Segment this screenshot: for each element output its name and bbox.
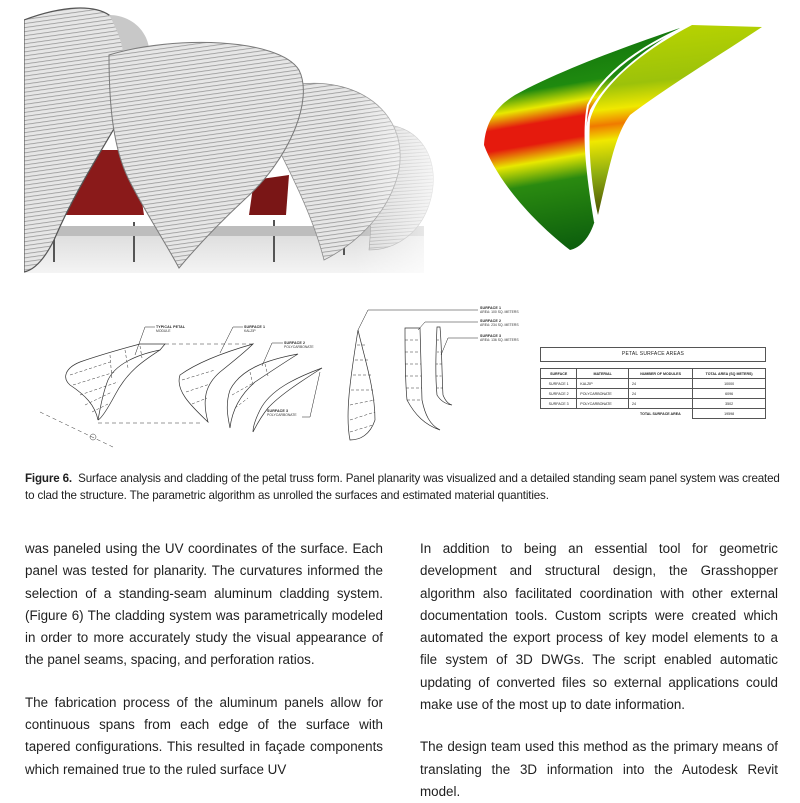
label-unrolled-surface-3: SURFACE 3 [480, 334, 502, 338]
total-surface-area-label: TOTAL SURFACE AREA [639, 411, 681, 416]
cell-modules: 24 [628, 379, 692, 389]
table-header-row [541, 369, 766, 379]
cell-material: KALZIP [577, 379, 629, 389]
body-column-right [420, 538, 778, 803]
label-surface-2: SURFACE 2 [284, 341, 306, 345]
header-total-area: TOTAL AREA (SQ METERS) [693, 369, 766, 379]
label-typical-petal-module-sub: MODULE [156, 329, 171, 333]
table-title: PETAL SURFACE AREAS [540, 347, 766, 362]
empty-cell [577, 409, 629, 419]
label-unrolled-surface-2-area: AREA: 234 SQ. METERS [480, 323, 519, 327]
petal-module-diagram [40, 300, 370, 450]
header-material: MATERIAL [577, 369, 629, 379]
paragraph: The fabrication process of the aluminum panels allow for continuous spans from each edge of the surface with tapered configurations. This resulted in façade components which remained true to the ruled surface UV [25, 694, 383, 777]
label-typical-petal-module: TYPICAL PETAL [156, 325, 186, 329]
surface-analysis-image [470, 0, 800, 290]
cell-area: 3502 [693, 399, 766, 409]
label-unrolled-surface-3-area: AREA: 136 SQ. METERS [480, 338, 519, 342]
cell-material: POLYCARBONATE [577, 389, 629, 399]
table-total-row [541, 409, 766, 419]
cell-material: POLYCARBONATE [577, 399, 629, 409]
paragraph: In addition to being an essential tool for geometric development and structural design, the Grasshopper algorithm also facilitated coordination with other external documentation tools. Custom scripts were created which automated the export process of key model elements to a file system of 3D DWGs. The script enabled automatic updating of converted files so external applications could make use of the most up to date information. [420, 541, 778, 713]
body-column-left [25, 538, 383, 781]
figure-caption [25, 470, 790, 504]
table-row [541, 379, 766, 389]
cell-area: 6096 [693, 389, 766, 399]
table-row [541, 389, 766, 399]
petal-surface-areas-table [540, 347, 766, 419]
paragraph: The design team used this method as the primary means of translating the 3D information into the Autodesk Revit model. [420, 739, 778, 799]
empty-cell [541, 409, 577, 419]
header-surface: SURFACE [541, 369, 577, 379]
total-surface-area-value: 19598 [693, 409, 766, 419]
header-number-of-modules: NUMBER OF MODULES [628, 369, 692, 379]
label-surface-1-material: KALZIP [244, 329, 256, 333]
label-surface-2-material: POLYCARBONATE [284, 345, 314, 349]
cell-surface: SURFACE 2 [541, 389, 577, 399]
cell-surface: SURFACE 1 [541, 379, 577, 389]
label-surface-1: SURFACE 1 [244, 325, 266, 329]
paragraph: was paneled using the UV coordinates of the surface. Each panel was tested for planarity. The curvatures informed the selection of a standing-seam aluminum cladding system. (Figure 6) The cladding system was parametrically modeled in order to more accurately study the visual appearance of the panel seams, spacing, and perforation ratios. [25, 541, 383, 668]
cell-modules: 24 [628, 389, 692, 399]
areas-table [540, 368, 766, 419]
label-surface-3-material: POLYCARBONATE [267, 413, 297, 417]
cell-area: 10000 [693, 379, 766, 389]
caption-label: Figure 6. [25, 472, 72, 485]
label-unrolled-surface-1-area: AREA: 100 SQ. METERS [480, 310, 519, 314]
cell-surface: SURFACE 3 [541, 399, 577, 409]
cell-modules: 24 [628, 399, 692, 409]
label-unrolled-surface-2: SURFACE 2 [480, 319, 502, 323]
unrolled-surfaces-diagram [330, 300, 540, 450]
caption-text: Surface analysis and cladding of the petal truss form. Panel planarity was visualized and a detailed standing seam panel system was created to clad the structure. The parametric algorithm as unrolled the surfaces and estimated material quantities. [25, 472, 780, 502]
label-surface-3: SURFACE 3 [267, 409, 289, 413]
label-unrolled-surface-1: SURFACE 1 [480, 306, 502, 310]
building-render-image [24, 0, 464, 278]
table-row [541, 399, 766, 409]
